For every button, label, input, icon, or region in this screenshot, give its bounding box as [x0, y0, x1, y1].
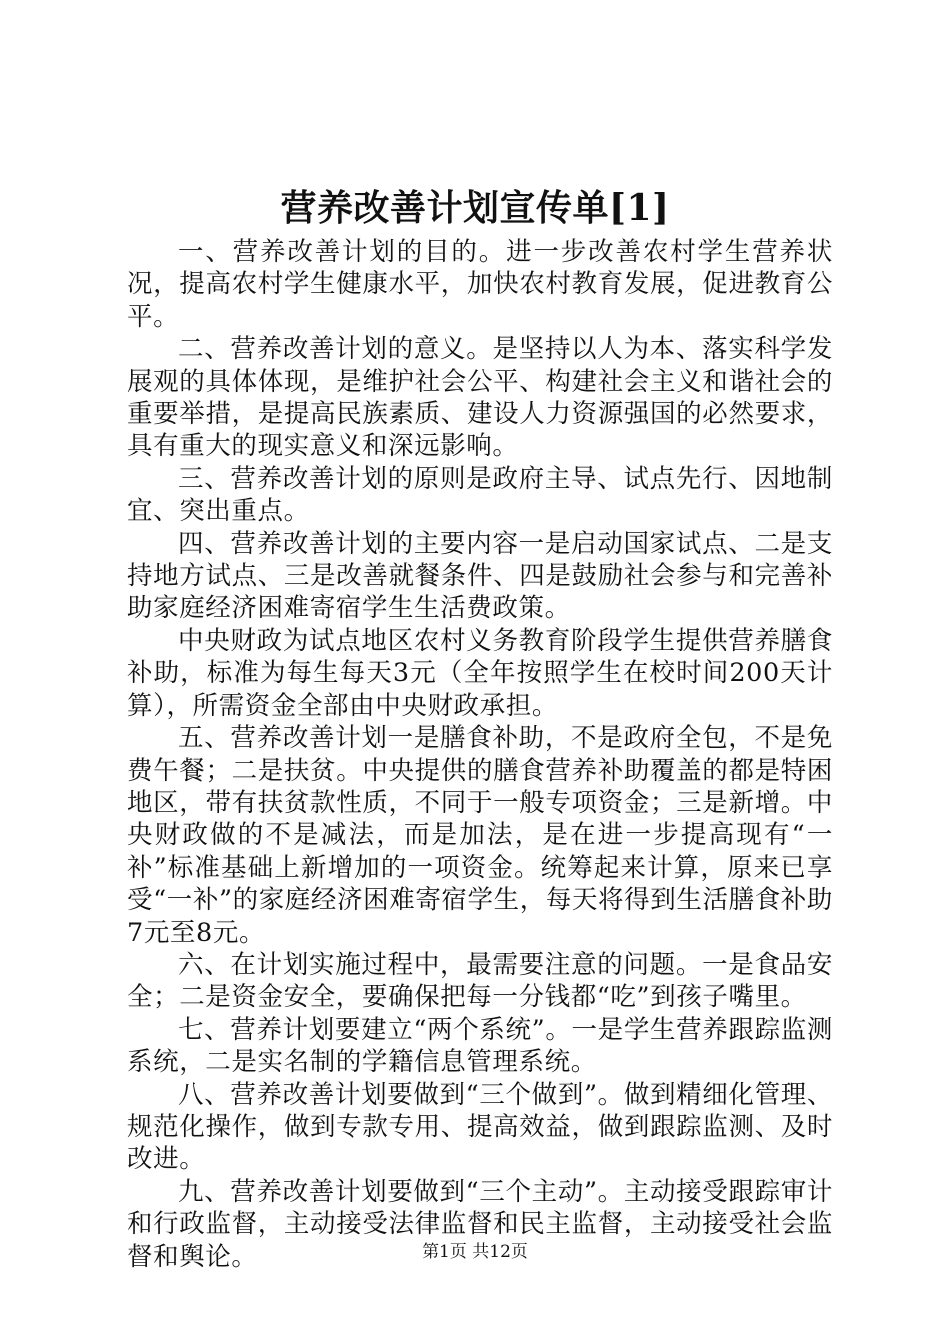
paragraph-attention: 六、在计划实施过程中，最需要注意的问题。一是食品安全；二是资金安全，要确保把每一分钱都“吃”到孩子嘴里。 — [127, 949, 833, 1013]
paragraph-central-finance: 中央财政为试点地区农村义务教育阶段学生提供营养膳食补助，标准为每生每天3元（全年按照学生在校时间200天计算），所需资金全部由中央财政承担。 — [127, 625, 833, 721]
page-number-footer: 第1页 共12页 — [422, 1242, 528, 1262]
paragraph-principles: 三、营养改善计划的原则是政府主导、试点先行、因地制宜、突出重点。 — [127, 463, 833, 527]
paragraph-three-initiatives: 九、营养改善计划要做到“三个主动”。主动接受跟踪审计和行政监督，主动接受法律监督和民主监督，主动接受社会监督和舆论。 — [127, 1176, 833, 1272]
paragraph-purpose: 一、营养改善计划的目的。进一步改善农村学生营养状况，提高农村学生健康水平，加快农村教育发展，促进教育公平。 — [127, 237, 833, 332]
document-title: 营养改善计划宣传单[1] — [280, 187, 670, 229]
document-body — [127, 236, 833, 1273]
paragraph-main-content: 四、营养改善计划的主要内容一是启动国家试点、二是支持地方试点、三是改善就餐条件、四是鼓励社会参与和完善补助家庭经济困难寄宿学生生活费政策。 — [127, 528, 833, 624]
paragraph-significance: 二、营养改善计划的意义。是坚持以人为本、落实科学发展观的具体体现，是维护社会公平、构建社会主义和谐社会的重要举措，是提高民族素质、建设人力资源强国的必然要求，具有重大的现实意义和深远影响。 — [127, 334, 833, 462]
paragraph-features: 五、营养改善计划一是膳食补助，不是政府全包，不是免费午餐；二是扶贫。中央提供的膳食营养补助覆盖的都是特困地区，带有扶贫款性质，不同于一般专项资金；三是新增。中央财政做的不是减法，而是加法，是在进一步提高现有“一补”标准基础上新增加的一项资金。统筹起来计算，原来已享受“一补”的家庭经济困难寄宿学生，每天将得到生活膳食补助7元至8元。 — [127, 723, 833, 948]
paragraph-three-achievements: 八、营养改善计划要做到“三个做到”。做到精细化管理、规范化操作，做到专款专用、提高效益，做到跟踪监测、及时改进。 — [127, 1079, 833, 1175]
paragraph-two-systems: 七、营养计划要建立“两个系统”。一是学生营养跟踪监测系统，二是实名制的学籍信息管理系统。 — [127, 1014, 833, 1078]
